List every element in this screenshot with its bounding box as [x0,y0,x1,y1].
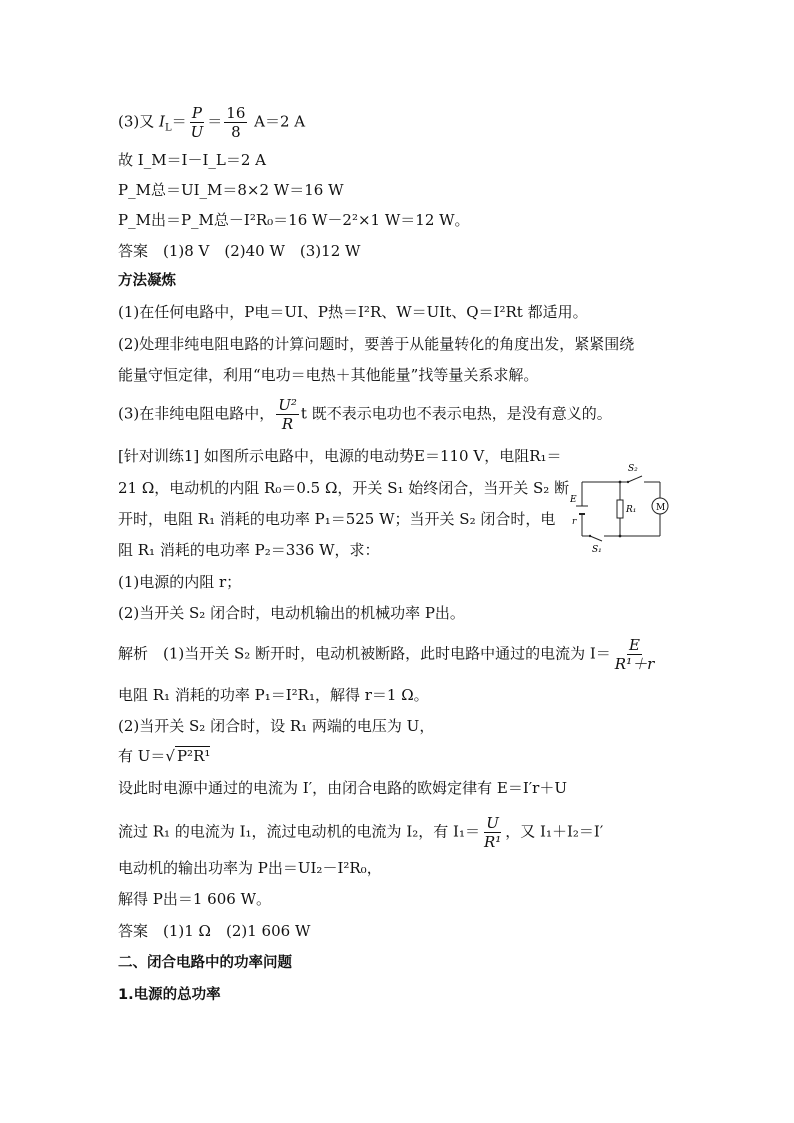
exercise-line-1: [针对训练1] 如图所示电路中，电源的电动势E＝110 V，电阻R₁＝ [118,447,562,465]
label-r1: R₁ [626,505,637,515]
denominator: R [281,415,294,433]
text: 解析 (1)当开关 S₂ 断开时，电动机被断路，此时电路中通过的电流为 I＝ [118,644,611,663]
subscript: L [164,122,172,134]
solution-line-6 [118,814,603,851]
fraction-16-8 [224,104,247,141]
section-method: 方法凝炼 [118,273,176,289]
method-point-1: (1)在任何电路中，P电＝UI、P热＝I²R、W＝UIt、Q＝I²Rt 都适用。 [118,303,588,321]
line-power-out: P_M出＝P_M总－I²R₀＝16 W－2²×1 W＝12 W。 [118,211,470,229]
denominator: U [190,123,204,141]
method-point-2-cont: 能量守恒定律，利用“电功＝电热＋其他能量”找等量关系求解。 [118,366,539,384]
question-2: (2)当开关 S₂ 闭合时，电动机输出的机械功率 P出。 [118,604,465,622]
numerator: P [191,104,202,122]
text: A＝2 A [249,112,306,131]
exercise-line-3: 开时，电阻 R₁ 消耗的电功率 P₁＝525 W；当开关 S₂ 闭合时，电 [118,510,556,528]
subsection-heading-1: 1.电源的总功率 [118,987,221,1003]
numerator: U² [278,396,297,414]
text: t 既不表示电功也不表示电热，是没有意义的。 [300,404,612,423]
solution-line-8: 解得 P出＝1 606 W。 [118,890,271,908]
line-power-total: P_M总＝UI_M＝8×2 W＝16 W [118,181,344,199]
fraction-p-u [189,104,206,141]
circuit-diagram [570,462,686,558]
solution-line-7: 电动机的输出功率为 P出＝UI₂－I²R₀， [118,859,382,877]
solution-line-4 [118,746,210,766]
label-r: r [572,517,577,527]
numerator: 16 [226,104,246,122]
solution-line-3: (2)当开关 S₂ 闭合时，设 R₁ 两端的电压为 U， [118,717,435,735]
label-e: E [570,495,577,505]
label-s1: S₁ [592,545,602,555]
method-point-2: (2)处理非纯电阻电路的计算问题时，要善于从能量转化的角度出发，紧紧围绕 [118,335,635,353]
equals: ＝ [171,112,187,131]
answer-line-2: 答案 (1)1 Ω (2)1 606 W [118,922,311,940]
text: ，又 I₁＋I₂＝I′ [505,822,604,841]
section-heading-2: 二、闭合电路中的功率问题 [118,955,292,971]
fraction-u2-r [276,396,299,433]
solution-line-5: 设此时电源中通过的电流为 I′，由闭合电路的欧姆定律有 E＝I′r＋U [118,779,567,797]
line-current-il [118,104,305,141]
answer-line: 答案 (1)8 V (2)40 W (3)12 W [118,242,361,260]
denominator: R¹ [483,833,502,851]
denominator: R¹＋r [614,655,655,673]
line-current-im: 故 I_M＝I－I_L＝2 A [118,151,267,169]
numerator: U [486,814,499,832]
text: 流过 R₁ 的电流为 I₁，流过电动机的电流为 I₂，有 I₁＝ [118,822,480,841]
label-s2: S₂ [628,464,638,474]
text: (3)在非纯电阻电路中， [118,404,275,423]
fraction-e-r [613,636,656,673]
text: 有 U＝√ [118,747,175,765]
label-motor: M [656,503,666,513]
solution-line-1 [118,636,658,673]
exercise-line-4: 阻 R₁ 消耗的电功率 P₂＝336 W，求： [118,541,380,559]
numerator: E [629,636,640,654]
denominator: 8 [231,123,241,141]
symbol: I [159,112,165,131]
radicand: P²R¹ [176,747,211,765]
method-point-3 [118,396,612,433]
fraction-u-r1 [482,814,503,851]
exercise-line-2: 21 Ω，电动机的内阻 R₀＝0.5 Ω，开关 S₁ 始终闭合，当开关 S₂ 断 [118,479,570,497]
equals: ＝ [207,112,223,131]
question-1: (1)电源的内阻 r； [118,573,242,591]
solution-line-2: 电阻 R₁ 消耗的功率 P₁＝I²R₁，解得 r＝1 Ω。 [118,686,429,704]
text: (3)又 [118,112,160,131]
